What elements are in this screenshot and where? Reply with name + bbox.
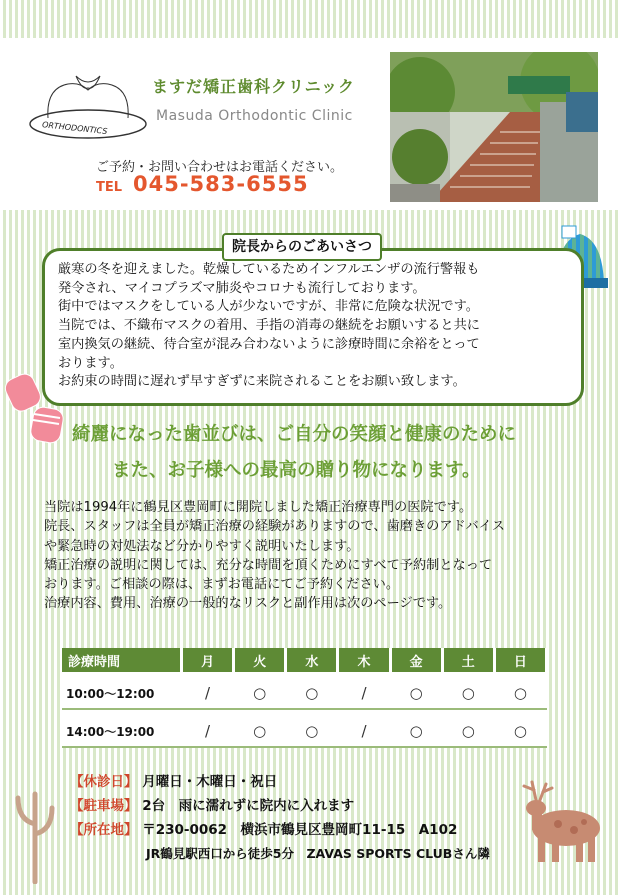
schedule-header-row — [62, 648, 547, 672]
clinic-name-jp: ますだ矯正歯科クリニック — [152, 77, 356, 96]
slogan-line-1: 綺麗になった歯並びは、ご自分の笑顔と健康のために — [72, 424, 517, 445]
parking-label: 【駐車場】 — [70, 798, 138, 814]
greeting-line: 発令され、マイコプラズマ肺炎やコロナも流行しております。 — [58, 280, 426, 296]
schedule-mark: ○ — [390, 678, 442, 709]
intro-line: 院長、スタッフは全員が矯正治療の経験がありますので、歯磨きのアドバイス — [44, 519, 505, 535]
schedule-header-thu: 木 — [338, 648, 390, 672]
intro-line: 当院は1994年に鶴見区豊岡町に開院しました矯正治療専門の医院です。 — [44, 500, 473, 515]
schedule-header-tue: 火 — [234, 648, 286, 672]
intro-line: おります。ご相談の際は、まずお電話にてご予約ください。 — [44, 577, 400, 593]
intro-line: 矯正治療の説明に関しては、充分な時間を頂くためにすべて予約制となって — [44, 557, 493, 573]
tel-label: TEL — [96, 180, 123, 195]
schedule-header-sun: 日 — [494, 648, 546, 672]
schedule-row-morning — [62, 678, 547, 709]
clinic-info — [70, 770, 490, 866]
schedule-time: 10:00〜12:00 — [62, 678, 182, 709]
schedule-time: 14:00〜19:00 — [62, 716, 182, 747]
greeting-line: 街中ではマスクをしている人が少ないですが、非常に危険な状況です。 — [58, 299, 479, 315]
schedule-mark: ○ — [442, 716, 494, 747]
clinic-name-en: Masuda Orthodontic Clinic — [156, 108, 353, 124]
clinic-entrance-photo — [390, 52, 598, 202]
schedule-header-fri: 金 — [390, 648, 442, 672]
greeting-line: お約束の時間に遅れず早すぎずに来院されることをお願い致します。 — [58, 374, 466, 390]
greeting-text — [58, 261, 568, 392]
schedule-mark: ○ — [442, 678, 494, 709]
greeting-line: 当院では、不織布マスクの着用、手指の消毒の継続をお願いすると共に — [58, 318, 480, 334]
schedule-mark: ○ — [494, 678, 546, 709]
greeting-line: おります。 — [58, 355, 123, 371]
schedule-table — [62, 648, 548, 748]
address-value: 〒230-0062 横浜市鶴見区豊岡町11-15 A102 — [142, 822, 458, 838]
reindeer-illustration — [518, 778, 610, 864]
parking — [70, 794, 490, 818]
schedule-mark: / — [182, 678, 234, 709]
address-label: 【所在地】 — [70, 822, 138, 838]
schedule-header-mon: 月 — [182, 648, 234, 672]
schedule-mark: / — [182, 716, 234, 747]
greeting-line: 厳寒の冬を迎えました。乾燥しているためインフルエンザの流行警報も — [58, 262, 480, 277]
schedule-header-wed: 水 — [286, 648, 338, 672]
closed-days — [70, 770, 490, 794]
clinic-logo — [28, 68, 148, 140]
closed-days-label: 【休診日】 — [70, 774, 138, 790]
schedule-mark: / — [338, 716, 390, 747]
slogan-line-2: また、お子様への最高の贈り物になります。 — [112, 460, 481, 481]
contact-note: ご予約・お問い合わせはお電話ください。 — [96, 160, 344, 175]
greeting-line: 室内換気の継続、待合室が混み合わないように診療時間に余裕をとって — [58, 336, 480, 352]
schedule-mark: ○ — [286, 716, 338, 747]
schedule-row-afternoon — [62, 716, 547, 747]
logo-text: ORTHODONTICS — [41, 120, 108, 137]
greeting-title: 院長からのごあいさつ — [222, 233, 382, 261]
schedule-mark: ○ — [390, 716, 442, 747]
tree-illustration — [10, 784, 60, 884]
schedule-mark: ○ — [234, 678, 286, 709]
schedule-mark: ○ — [494, 716, 546, 747]
address — [70, 818, 490, 842]
schedule-mark: ○ — [286, 678, 338, 709]
parking-value: 2台 雨に濡れずに院内に入れます — [142, 798, 355, 814]
intro-text — [44, 498, 604, 614]
header — [0, 38, 620, 210]
access-directions: JR鶴見駅西口から徒歩5分 ZAVAS SPORTS CLUBさん隣 — [146, 846, 490, 861]
schedule-mark: ○ — [234, 716, 286, 747]
intro-line: や緊急時の対処法など分かりやすく説明いたします。 — [44, 538, 360, 554]
schedule-header-sat: 土 — [442, 648, 494, 672]
tel-number[interactable]: 045-583-6555 — [133, 172, 309, 196]
intro-line: 治療内容、費用、治療の一般的なリスクと副作用は次のページです。 — [44, 596, 452, 612]
schedule-mark: / — [338, 678, 390, 709]
closed-days-value: 月曜日・木曜日・祝日 — [142, 774, 278, 790]
schedule-header-hours: 診療時間 — [62, 648, 182, 672]
